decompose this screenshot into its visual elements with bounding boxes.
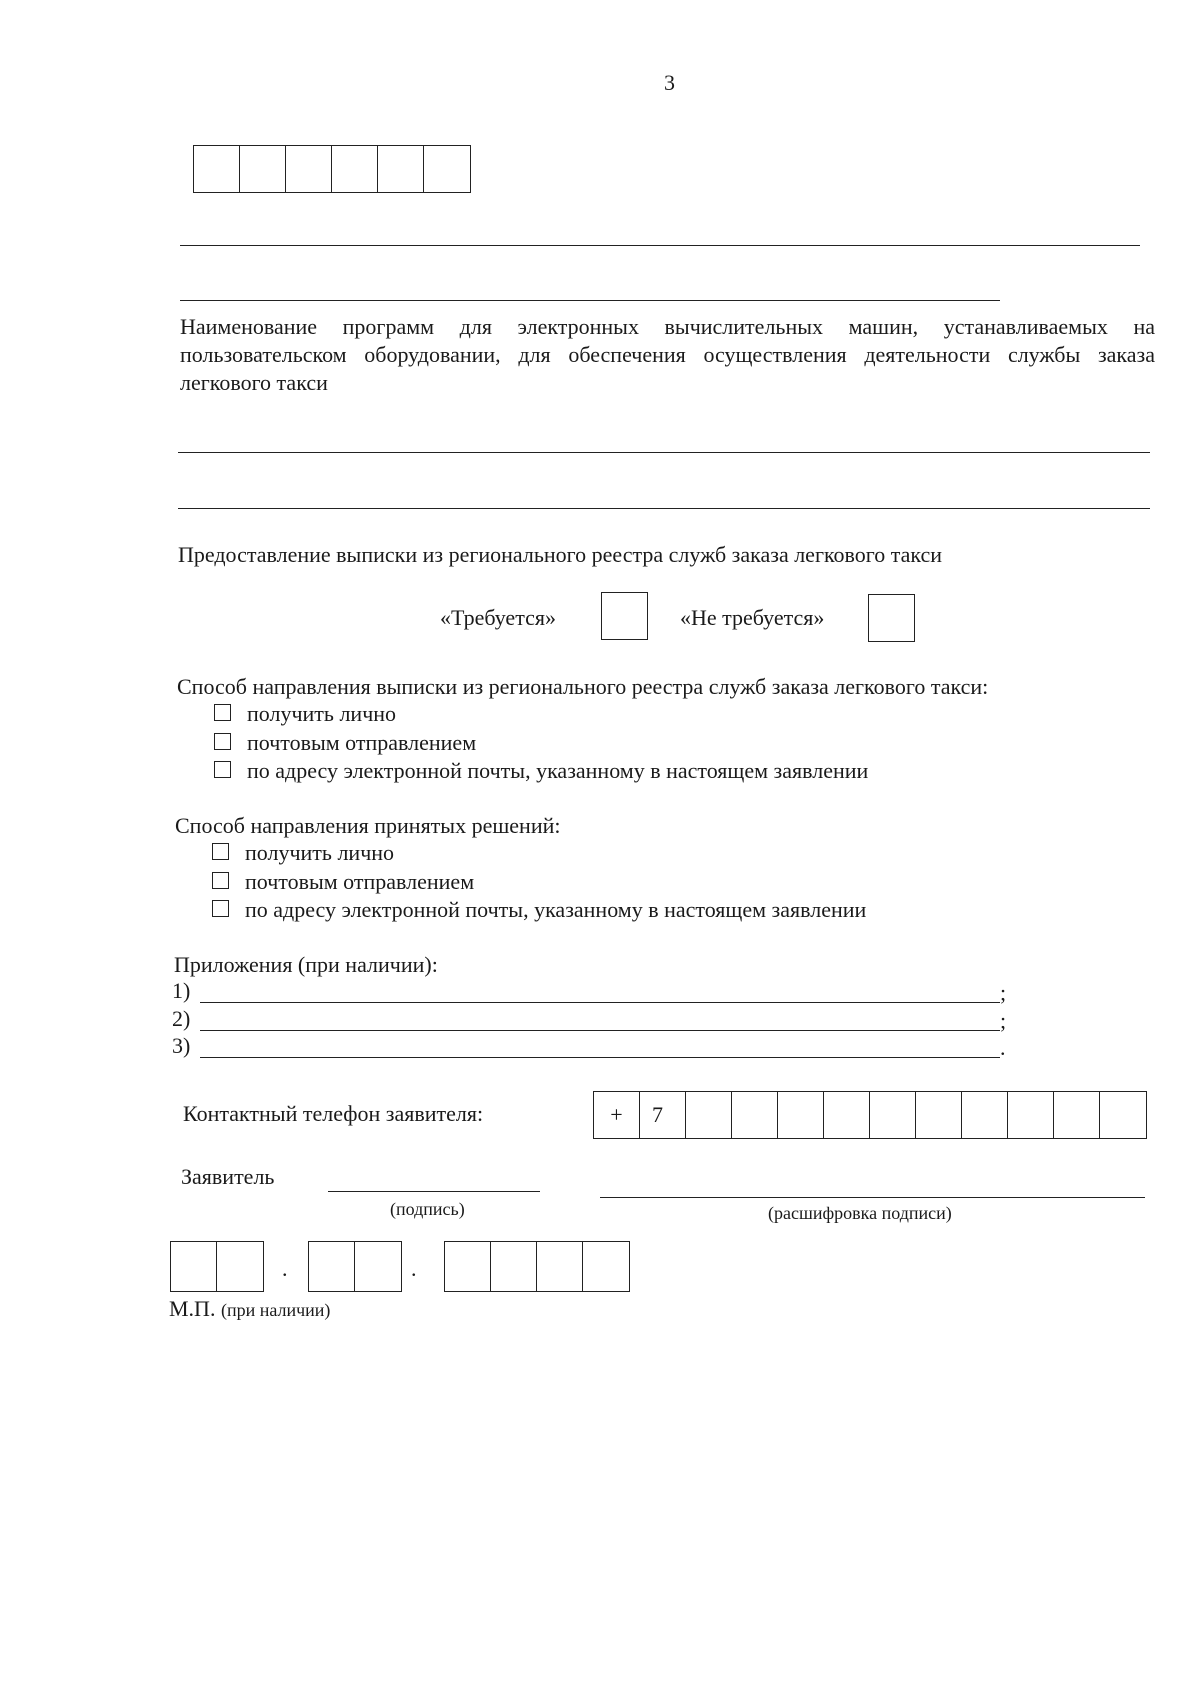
date-cell[interactable]	[171, 1242, 217, 1291]
signature-caption: (подпись)	[390, 1199, 465, 1219]
fill-line[interactable]	[180, 245, 1140, 246]
attachment-number: 1)	[172, 978, 191, 1003]
checkbox-icon[interactable]	[212, 843, 229, 860]
extract-delivery-title: Способ направления выписки из регионального реестра служб заказа легкового такси:	[177, 674, 989, 699]
date-cell[interactable]	[491, 1242, 537, 1291]
attachment-end: ;	[1000, 980, 1007, 1005]
attachment-line[interactable]	[200, 1030, 1000, 1031]
signature-decoding-caption: (расшифровка подписи)	[768, 1203, 952, 1223]
extract-delivery-option[interactable]: получить лично	[214, 700, 868, 729]
code-cell[interactable]	[240, 146, 286, 192]
programs-fill-line[interactable]	[178, 452, 1150, 453]
date-day-cells[interactable]	[170, 1241, 264, 1292]
signature-line[interactable]	[328, 1191, 540, 1192]
attachment-line[interactable]	[200, 1057, 1000, 1058]
code-cell[interactable]	[378, 146, 424, 192]
phone-digit-cell[interactable]	[1100, 1092, 1146, 1138]
checkbox-icon[interactable]	[214, 704, 231, 721]
code-cell[interactable]	[332, 146, 378, 192]
extract-delivery-option[interactable]: почтовым отправлением	[214, 729, 868, 758]
stamp-note: (при наличии)	[220, 1300, 331, 1320]
phone-digit-cell[interactable]	[1008, 1092, 1054, 1138]
code-cell[interactable]	[286, 146, 332, 192]
attachment-number: 3)	[172, 1033, 191, 1058]
attachments-title: Приложения (при наличии):	[174, 952, 438, 977]
extract-delivery-options	[214, 700, 868, 786]
date-cell[interactable]	[445, 1242, 491, 1291]
phone-label: Контактный телефон заявителя:	[183, 1101, 484, 1126]
phone-digit-cell[interactable]	[916, 1092, 962, 1138]
signature-decoding-line[interactable]	[600, 1197, 1145, 1198]
date-cell[interactable]	[309, 1242, 355, 1291]
programs-fill-line[interactable]	[178, 508, 1150, 509]
phone-digit-cell[interactable]	[1054, 1092, 1100, 1138]
phone-prefix-code: 7	[640, 1092, 686, 1138]
date-cell[interactable]	[583, 1242, 629, 1291]
decision-delivery-option[interactable]: получить лично	[212, 839, 866, 868]
checkbox-icon[interactable]	[214, 761, 231, 778]
phone-digit-cell[interactable]	[962, 1092, 1008, 1138]
decision-delivery-option[interactable]: по адресу электронной почты, указанному в настоящем заявлении	[212, 896, 866, 925]
fill-line[interactable]	[180, 300, 1000, 301]
phone-digit-cell[interactable]	[686, 1092, 732, 1138]
date-cell[interactable]	[537, 1242, 583, 1291]
date-month-cells[interactable]	[308, 1241, 402, 1292]
option-not-required-box[interactable]	[868, 594, 915, 642]
date-cell[interactable]	[355, 1242, 401, 1291]
checkbox-icon[interactable]	[212, 900, 229, 917]
phone-digit-cell[interactable]	[870, 1092, 916, 1138]
date-cell[interactable]	[217, 1242, 263, 1291]
extract-delivery-option[interactable]: по адресу электронной почты, указанному в настоящем заявлении	[214, 757, 868, 786]
checkbox-icon[interactable]	[214, 733, 231, 750]
code-cells[interactable]	[193, 145, 471, 193]
phone-digit-cell[interactable]	[824, 1092, 870, 1138]
checkbox-icon[interactable]	[212, 872, 229, 889]
code-cell[interactable]	[194, 146, 240, 192]
date-separator: .	[282, 1256, 288, 1281]
decision-delivery-title: Способ направления принятых решений:	[175, 813, 561, 838]
phone-cells[interactable]	[593, 1091, 1147, 1139]
phone-digit-cell[interactable]	[732, 1092, 778, 1138]
date-separator: .	[411, 1256, 417, 1281]
decision-delivery-option[interactable]: почтовым отправлением	[212, 868, 866, 897]
option-required-label: «Требуется»	[440, 605, 556, 630]
applicant-label: Заявитель	[181, 1164, 275, 1189]
extract-question: Предоставление выписки из регионального реестра служб заказа легкового такси	[178, 542, 943, 567]
stamp-label	[169, 1296, 330, 1323]
programs-label: Наименование программ для электронных вычислительных машин, устанавливаемых на пользовательском оборудовании, для обеспечения осуществления деятельности службы заказа легкового такси	[180, 314, 1155, 395]
attachment-end: .	[1000, 1035, 1006, 1060]
option-required-box[interactable]	[601, 592, 648, 640]
phone-prefix-plus: +	[594, 1092, 640, 1138]
date-year-cells[interactable]	[444, 1241, 630, 1292]
attachment-line[interactable]	[200, 1002, 1000, 1003]
stamp-main: М.П.	[169, 1296, 216, 1321]
page-number: 3	[664, 70, 675, 95]
option-not-required-label: «Не требуется»	[680, 605, 825, 630]
phone-digit-cell[interactable]	[778, 1092, 824, 1138]
attachment-end: ;	[1000, 1008, 1007, 1033]
code-cell[interactable]	[424, 146, 470, 192]
decision-delivery-options	[212, 839, 866, 925]
attachment-number: 2)	[172, 1006, 191, 1031]
